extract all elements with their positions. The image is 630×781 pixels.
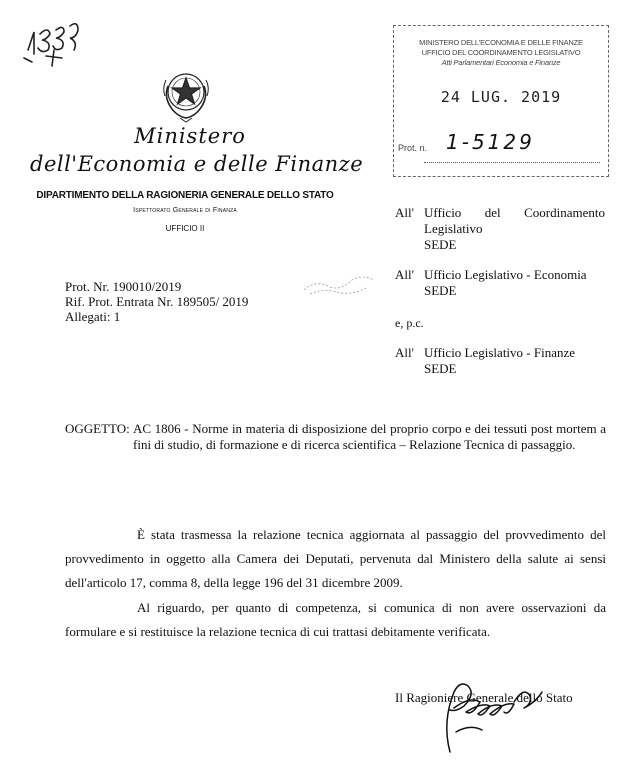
recipient-line: SEDE: [424, 237, 457, 252]
stamp-date: 24 LUG. 2019: [440, 88, 562, 106]
cc-label: e, p.c.: [395, 316, 424, 330]
attachments: Allegati: 1: [65, 309, 121, 324]
ministry-name-line1: Ministero: [134, 124, 246, 148]
stamp-line-2: UFFICIO DEL COORDINAMENTO LEGISLATIVO: [421, 48, 581, 57]
handwritten-number-mark: [20, 10, 90, 70]
stamp-dotted-line: [424, 162, 600, 163]
republic-emblem-icon: [160, 66, 212, 124]
recipient-line: Ufficio Legislativo - Finanze: [424, 345, 576, 360]
recipient-line: Legislativo: [424, 221, 483, 236]
recipient-line: Ufficio Legislativo - Economia: [424, 267, 587, 282]
subject-text: AC 1806 - Norme in materia di disposizione del proprio corpo e dei tessuti post mortem a fini di studio, di formazione e di ricerca scientifica – Relazione Tecnica di passaggio.: [133, 421, 606, 452]
recipient-line: SEDE: [424, 361, 457, 376]
reference-protocol: Rif. Prot. Entrata Nr. 189505/ 2019: [65, 294, 249, 309]
protocol-block: [65, 279, 248, 324]
body-paragraph-1: È stata trasmessa la relazione tecnica aggiornata al passaggio del provvedimento del provvedimento in oggetto alla Camera dei Deputati, pervenuta dal Ministero della salute ai sensi dell'articolo 17, comma 8, della legge 196 del 31 dicembre 2009.: [65, 527, 606, 590]
recipient-line: SEDE: [424, 283, 457, 298]
department-name: DIPARTIMENTO DELLA RAGIONERIA GENERALE DELLO STATO: [36, 190, 334, 201]
recipient-prefix: All': [395, 345, 414, 360]
handwritten-signature: [420, 672, 550, 762]
ink-smudge: [300, 270, 380, 298]
office-name: UFFICIO II: [165, 224, 205, 233]
stamp-prot-number: 1-5129: [446, 130, 535, 154]
subject-label: OGGETTO:: [65, 421, 130, 436]
inspectorate-name: Ispettorato Generale di Finanza: [133, 207, 237, 214]
stamp-prot-label: Prot. n.: [398, 143, 428, 153]
recipient-line: Ufficio del Coordinamento: [424, 205, 605, 220]
stamp-line-1: MINISTERO DELL'ECONOMIA E DELLE FINANZE: [419, 38, 583, 47]
signatory-title: Il Ragioniere Generale dello Stato: [395, 690, 573, 705]
reception-stamp: [393, 25, 609, 177]
stamp-line-3: Atti Parlamentari Economia e Finanze: [441, 58, 561, 67]
recipient-prefix: All': [395, 267, 414, 282]
body-paragraph-2: Al riguardo, per quanto di competenza, si comunica di non avere osservazioni da formulare e si restituisce la relazione tecnica di cui trattasi debitamente verificata.: [65, 600, 606, 639]
protocol-number: Prot. Nr. 190010/2019: [65, 279, 182, 294]
recipient-prefix: All': [395, 205, 414, 220]
ministry-name-line2: dell'Economia e delle Finanze: [30, 152, 364, 176]
